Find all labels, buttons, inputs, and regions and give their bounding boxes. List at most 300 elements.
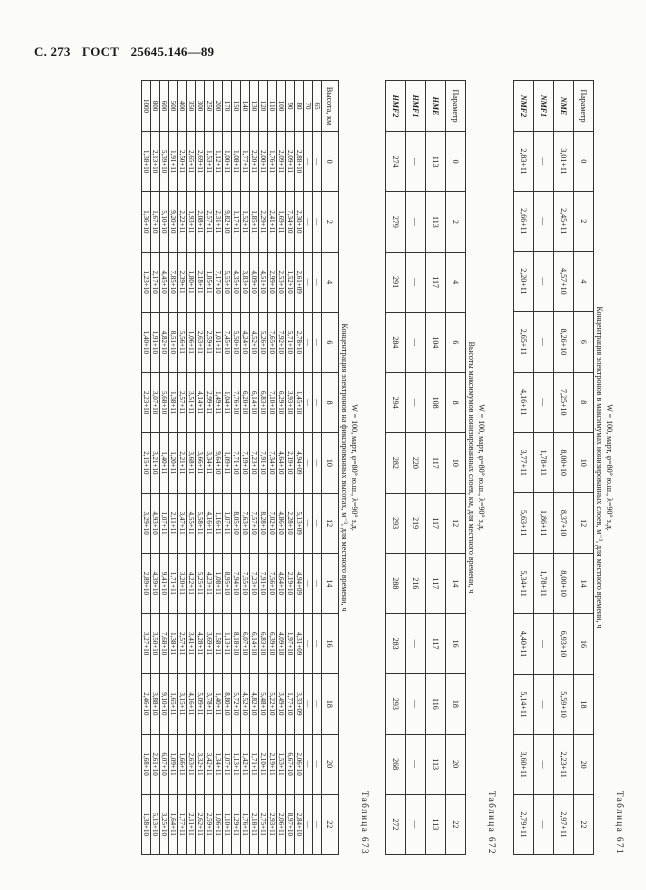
- value-cell: 2,59+11: [205, 794, 214, 854]
- value-cell: 1,08+11: [232, 132, 241, 192]
- hour-header: 14: [322, 553, 339, 613]
- value-cell: 8,28+10: [259, 493, 268, 553]
- value-cell: 1,20+11: [169, 433, 178, 493]
- value-cell: 5,13+10: [151, 794, 160, 854]
- value-cell: 2,06+10: [295, 734, 304, 794]
- value-cell: —: [313, 312, 322, 372]
- value-cell: —: [304, 132, 313, 192]
- height-cell: 120: [259, 81, 268, 132]
- hour-header: 2: [574, 191, 594, 251]
- value-cell: 4,09+10: [250, 252, 259, 312]
- value-cell: 3,93+10: [286, 373, 295, 433]
- value-cell: 4,45+10: [160, 252, 169, 312]
- value-cell: 1,17+11: [232, 192, 241, 252]
- hour-header: 16: [574, 614, 594, 674]
- value-cell: —: [304, 794, 313, 854]
- value-cell: 2,30+10: [295, 192, 304, 252]
- value-cell: 7,85+10: [169, 252, 178, 312]
- table-row: [187, 81, 196, 855]
- value-cell: 1,65+11: [169, 674, 178, 734]
- value-cell: 1,80+11: [187, 252, 196, 312]
- value-cell: 5,71+10: [286, 312, 295, 372]
- table-row: [250, 81, 259, 855]
- table-672-condition: W = 100, март, φ=80° ю.ш., λ=90° з.д.: [477, 404, 486, 531]
- table-671-subtitle: Концентрация электронов в максимумах ионизированных слоев, м⁻³, для местного времени, ч: [595, 306, 604, 629]
- value-cell: 5,25+11: [196, 553, 205, 613]
- value-cell: 117: [426, 252, 446, 312]
- value-cell: 2,78+10: [295, 312, 304, 372]
- hour-header: 10: [574, 433, 594, 493]
- table-672: [385, 80, 466, 855]
- value-cell: —: [313, 734, 322, 794]
- value-cell: 8,37+10: [554, 493, 574, 553]
- value-cell: 9,20+10: [169, 192, 178, 252]
- value-cell: 3,69+11: [205, 614, 214, 674]
- hour-header: 8: [574, 372, 594, 432]
- value-cell: —: [313, 614, 322, 674]
- value-cell: 1,68+10: [142, 734, 151, 794]
- value-cell: 1,36+10: [142, 192, 151, 252]
- value-cell: 104: [426, 312, 446, 372]
- value-cell: 1,58+11: [214, 614, 223, 674]
- value-cell: 1,76+11: [268, 132, 277, 192]
- table-671-header-row: [574, 81, 594, 855]
- hour-header: 14: [446, 553, 466, 613]
- value-cell: 4,64+10: [277, 553, 286, 613]
- value-cell: 4,24+10: [241, 312, 250, 372]
- value-cell: —: [304, 252, 313, 312]
- value-cell: 2,20+11: [250, 132, 259, 192]
- value-cell: —: [313, 433, 322, 493]
- value-cell: 5,72+10: [232, 674, 241, 734]
- hour-header: 6: [322, 312, 339, 372]
- table-673-header-row: [322, 81, 339, 855]
- value-cell: 2,99+11: [205, 373, 214, 433]
- standard-name: ГОСТ: [82, 44, 120, 59]
- height-cell: 65: [313, 81, 322, 132]
- value-cell: 3,25+10: [160, 794, 169, 854]
- value-cell: 293: [386, 493, 406, 553]
- height-cell: 200: [214, 81, 223, 132]
- value-cell: 1,23+10: [142, 252, 151, 312]
- value-cell: 4,16+11: [514, 372, 534, 432]
- param-name-cell: HME: [426, 81, 446, 132]
- value-cell: 2,08+11: [196, 192, 205, 252]
- hour-header: 4: [322, 252, 339, 312]
- value-cell: 8,80+10: [223, 674, 232, 734]
- height-cell: 600: [160, 81, 169, 132]
- value-cell: 2,65+11: [514, 312, 534, 372]
- hour-header: 22: [446, 794, 466, 854]
- value-cell: 1,64+11: [169, 794, 178, 854]
- value-cell: —: [304, 433, 313, 493]
- value-cell: 1,38+10: [142, 794, 151, 854]
- value-cell: 4,14+11: [196, 373, 205, 433]
- value-cell: —: [313, 493, 322, 553]
- value-cell: 7,34+10: [286, 192, 295, 252]
- value-cell: 1,06+11: [214, 794, 223, 854]
- value-cell: 1,07+11: [223, 493, 232, 553]
- value-cell: 1,91+11: [169, 132, 178, 192]
- value-cell: 1,40+11: [160, 433, 169, 493]
- value-cell: 2,93+11: [268, 794, 277, 854]
- value-cell: 3,77+11: [514, 433, 534, 493]
- value-cell: 1,16+11: [214, 493, 223, 553]
- value-cell: 1,69+11: [277, 192, 286, 252]
- param-name-cell: NMF2: [514, 81, 534, 132]
- table-row: [534, 81, 554, 855]
- hour-header: 6: [574, 312, 594, 372]
- value-cell: 2,89+10: [142, 553, 151, 613]
- value-cell: 4,09+10: [277, 614, 286, 674]
- table-671-block: [513, 80, 626, 855]
- value-cell: 4,57+10: [554, 251, 574, 311]
- value-cell: 113: [426, 734, 446, 794]
- value-cell: 113: [426, 132, 446, 192]
- value-cell: —: [313, 373, 322, 433]
- value-cell: —: [534, 191, 554, 251]
- table-673-block: [141, 80, 371, 855]
- value-cell: 7,91+10: [259, 433, 268, 493]
- value-cell: 1,76+11: [241, 794, 250, 854]
- value-cell: 2,41+11: [268, 192, 277, 252]
- value-cell: 1,40+11: [214, 674, 223, 734]
- height-cell: 130: [250, 81, 259, 132]
- value-cell: 117: [426, 433, 446, 493]
- value-cell: 2,61+09: [295, 252, 304, 312]
- value-cell: 8,97+10: [286, 794, 295, 854]
- value-cell: —: [304, 192, 313, 252]
- hour-header: 4: [574, 251, 594, 311]
- value-cell: 293: [386, 674, 406, 734]
- value-cell: 1,42+11: [241, 734, 250, 794]
- value-cell: 2,11+11: [187, 794, 196, 854]
- value-cell: 7,34+10: [268, 433, 277, 493]
- value-cell: 272: [386, 794, 406, 854]
- value-cell: 5,26+10: [259, 312, 268, 372]
- value-cell: 1,78+11: [534, 433, 554, 493]
- value-cell: 4,39+10: [151, 553, 160, 613]
- value-cell: —: [313, 252, 322, 312]
- value-cell: 7,56+10: [268, 553, 277, 613]
- hour-header: 18: [446, 674, 466, 734]
- value-cell: —: [534, 614, 554, 674]
- value-cell: 4,16+11: [187, 674, 196, 734]
- value-cell: 4,31+09: [295, 614, 304, 674]
- table-673-label: Таблица 673: [360, 791, 370, 855]
- value-cell: —: [406, 252, 426, 312]
- value-cell: 294: [386, 373, 406, 433]
- hour-header: 12: [574, 493, 594, 553]
- value-cell: —: [534, 251, 554, 311]
- value-cell: 1,13+11: [223, 614, 232, 674]
- value-cell: 2,63+11: [187, 734, 196, 794]
- value-cell: 1,01+11: [214, 312, 223, 372]
- value-cell: 288: [386, 553, 406, 613]
- hour-header: 20: [574, 735, 594, 795]
- value-cell: 1,78+11: [534, 553, 554, 613]
- table-673-subtitle: Концентрация электронов на фиксированных высотах, м⁻³, для местного времени, ч: [340, 323, 349, 612]
- value-cell: 108: [426, 373, 446, 433]
- value-cell: 117: [426, 553, 446, 613]
- value-cell: 117: [426, 493, 446, 553]
- value-cell: 2,28+10: [286, 493, 295, 553]
- value-cell: 3,66+11: [196, 433, 205, 493]
- height-cell: 70: [304, 81, 313, 132]
- value-cell: 1,09+11: [169, 734, 178, 794]
- value-cell: 6,14+10: [250, 373, 259, 433]
- table-row: [406, 81, 426, 855]
- value-cell: 7,10+10: [268, 373, 277, 433]
- height-cell: 100: [277, 81, 286, 132]
- value-cell: 1,29+11: [232, 794, 241, 854]
- table-row: [214, 81, 223, 855]
- value-cell: 5,56+11: [178, 312, 187, 372]
- value-cell: —: [406, 132, 426, 192]
- hour-header: 10: [446, 433, 466, 493]
- value-cell: 1,97+10: [286, 614, 295, 674]
- value-cell: 4,94+09: [295, 433, 304, 493]
- value-cell: 291: [386, 252, 406, 312]
- value-cell: 2,53+10: [277, 252, 286, 312]
- hour-header: 14: [574, 553, 594, 613]
- value-cell: 4,52+10: [250, 312, 259, 372]
- value-cell: —: [406, 674, 426, 734]
- value-cell: 6,83+10: [259, 614, 268, 674]
- value-cell: 5,50+10: [232, 312, 241, 372]
- value-cell: 6,29+10: [277, 373, 286, 433]
- value-cell: 1,38+10: [142, 132, 151, 192]
- value-cell: 3,27+10: [142, 614, 151, 674]
- value-cell: 1,67+10: [151, 192, 160, 252]
- value-cell: 4,64+10: [277, 433, 286, 493]
- value-cell: 7,55+10: [241, 553, 250, 613]
- value-cell: 4,86+10: [277, 493, 286, 553]
- value-cell: 1,07+11: [160, 493, 169, 553]
- value-cell: 5,58+11: [196, 493, 205, 553]
- value-cell: 117: [426, 614, 446, 674]
- value-cell: 2,50+11: [178, 132, 187, 192]
- hour-header: 18: [322, 674, 339, 734]
- value-cell: 3,51+11: [187, 373, 196, 433]
- value-cell: 1,49+11: [214, 373, 223, 433]
- value-cell: 116: [426, 674, 446, 734]
- table-row: [169, 81, 178, 855]
- value-cell: 5,55+10: [223, 252, 232, 312]
- value-cell: 8,95+10: [223, 553, 232, 613]
- value-cell: 8,00+10: [554, 433, 574, 493]
- value-cell: 5,59+10: [554, 674, 574, 734]
- value-cell: 2,99+10: [268, 252, 277, 312]
- height-cell: 300: [196, 81, 205, 132]
- value-cell: —: [534, 735, 554, 795]
- value-cell: 2,57+11: [205, 192, 214, 252]
- table-row: [426, 81, 446, 855]
- value-cell: —: [534, 132, 554, 192]
- height-cell: 1000: [142, 81, 151, 132]
- param-header: Параметр: [574, 81, 594, 132]
- height-cell: 500: [169, 81, 178, 132]
- value-cell: 7,19+10: [241, 433, 250, 493]
- value-cell: 113: [426, 192, 446, 252]
- value-cell: 6,14+10: [250, 614, 259, 674]
- table-672-block: [385, 80, 498, 855]
- height-cell: 150: [232, 81, 241, 132]
- value-cell: 2,23+11: [554, 735, 574, 795]
- value-cell: 8,26+10: [554, 312, 574, 372]
- value-cell: 2,00+11: [259, 132, 268, 192]
- value-cell: 5,63+11: [514, 493, 534, 553]
- value-cell: —: [313, 553, 322, 613]
- table-row: [313, 81, 322, 855]
- value-cell: 1,12+11: [214, 132, 223, 192]
- value-cell: 1,10+11: [223, 794, 232, 854]
- value-cell: 9,64+10: [214, 433, 223, 493]
- value-cell: 2,20+11: [514, 251, 534, 311]
- value-cell: 1,71+11: [250, 734, 259, 794]
- value-cell: 1,04+11: [223, 373, 232, 433]
- value-cell: 2,06+11: [277, 794, 286, 854]
- hour-header: 16: [322, 614, 339, 674]
- table-row: [386, 81, 406, 855]
- value-cell: 4,82+10: [160, 312, 169, 372]
- value-cell: 1,34+11: [214, 734, 223, 794]
- table-671-condition: W = 100, март, φ=80° ю.ш., λ=90° з.д.: [605, 404, 614, 531]
- value-cell: —: [304, 674, 313, 734]
- value-cell: 1,08+11: [214, 553, 223, 613]
- value-cell: 2,61+10: [151, 734, 160, 794]
- value-cell: 7,65+10: [268, 312, 277, 372]
- height-cell: 350: [187, 81, 196, 132]
- table-row: [160, 81, 169, 855]
- value-cell: 2,19+10: [286, 433, 295, 493]
- value-cell: 1,52+11: [241, 192, 250, 252]
- value-cell: 4,16+11: [205, 493, 214, 553]
- value-cell: 5,39+10: [160, 132, 169, 192]
- value-cell: —: [313, 674, 322, 734]
- height-cell: 170: [223, 81, 232, 132]
- value-cell: 2,66+11: [514, 191, 534, 251]
- value-cell: —: [534, 312, 554, 372]
- value-cell: 9,10+10: [160, 674, 169, 734]
- table-row: [514, 81, 534, 855]
- value-cell: 3,15+11: [178, 674, 187, 734]
- table-672-subtitle: Высоты максимумов ионизированных слоев, км, для местного времени, ч: [467, 341, 476, 594]
- value-cell: 113: [426, 794, 446, 854]
- value-cell: 1,13+11: [232, 734, 241, 794]
- value-cell: —: [304, 614, 313, 674]
- height-cell: 800: [151, 81, 160, 132]
- table-673: [141, 80, 339, 855]
- value-cell: 3,29+10: [142, 493, 151, 553]
- value-cell: 1,93+11: [187, 192, 196, 252]
- table-671-label: Таблица 671: [615, 791, 625, 855]
- value-cell: 5,14+11: [514, 674, 534, 734]
- value-cell: 2,09+11: [277, 132, 286, 192]
- value-cell: 1,40+10: [142, 312, 151, 372]
- value-cell: —: [313, 132, 322, 192]
- value-cell: 4,35+10: [232, 252, 241, 312]
- hour-header: 6: [446, 312, 466, 372]
- param-name-cell: HMF2: [386, 81, 406, 132]
- value-cell: 5,68+10: [160, 373, 169, 433]
- value-cell: —: [406, 192, 426, 252]
- value-cell: 2,10+11: [259, 734, 268, 794]
- height-header: Высота, км: [322, 81, 339, 132]
- hour-header: 2: [322, 192, 339, 252]
- value-cell: 9,82+10: [223, 192, 232, 252]
- table-row: [178, 81, 187, 855]
- value-cell: 1,71+11: [169, 553, 178, 613]
- value-cell: 274: [386, 132, 406, 192]
- value-cell: 4,23+11: [205, 553, 214, 613]
- value-cell: —: [534, 372, 554, 432]
- value-cell: 5,22+10: [268, 674, 277, 734]
- value-cell: 3,41+11: [187, 614, 196, 674]
- hour-header: 8: [322, 373, 339, 433]
- value-cell: 7,68+10: [160, 614, 169, 674]
- value-cell: 1,45+10: [295, 373, 304, 433]
- value-cell: 4,94+09: [295, 553, 304, 613]
- value-cell: 1,86+11: [534, 493, 554, 553]
- value-cell: 3,01+11: [554, 132, 574, 192]
- value-cell: 2,29+11: [259, 192, 268, 252]
- value-cell: —: [534, 795, 554, 855]
- table-row: [196, 81, 205, 855]
- value-cell: 8,18+10: [232, 614, 241, 674]
- value-cell: 3,49+10: [277, 674, 286, 734]
- value-cell: 7,94+10: [232, 553, 241, 613]
- value-cell: 6,83+10: [259, 373, 268, 433]
- value-cell: 2,21+11: [178, 433, 187, 493]
- value-cell: 3,32+11: [196, 734, 205, 794]
- value-cell: 3,78+11: [205, 674, 214, 734]
- value-cell: —: [304, 553, 313, 613]
- value-cell: 2,19+11: [268, 734, 277, 794]
- value-cell: 7,23+10: [250, 553, 259, 613]
- value-cell: 2,79+11: [514, 795, 534, 855]
- value-cell: 5,10+10: [160, 192, 169, 252]
- value-cell: 3,83+10: [241, 252, 250, 312]
- value-cell: 1,85+11: [250, 192, 259, 252]
- value-cell: 1,91+10: [151, 312, 160, 372]
- value-cell: 1,38+11: [169, 614, 178, 674]
- value-cell: 8,05+10: [232, 493, 241, 553]
- table-row: [304, 81, 313, 855]
- hour-header: 10: [322, 433, 339, 493]
- value-cell: 1,66+11: [178, 734, 187, 794]
- table-row: [142, 81, 151, 855]
- value-cell: 3,60+11: [514, 735, 534, 795]
- value-cell: 2,62+11: [196, 794, 205, 854]
- value-cell: —: [313, 192, 322, 252]
- value-cell: 3,42+11: [205, 734, 214, 794]
- value-cell: 7,45+10: [223, 312, 232, 372]
- value-cell: 3,34+11: [205, 433, 214, 493]
- value-cell: 2,97+11: [554, 795, 574, 855]
- hour-header: 4: [446, 252, 466, 312]
- value-cell: 6,93+10: [554, 614, 574, 674]
- value-cell: 2,19+10: [286, 553, 295, 613]
- value-cell: 5,34+11: [514, 553, 534, 613]
- value-cell: 2,57+11: [178, 373, 187, 433]
- value-cell: 2,18+11: [196, 252, 205, 312]
- table-row: [223, 81, 232, 855]
- table-row: [151, 81, 160, 855]
- value-cell: 7,23+10: [250, 433, 259, 493]
- value-cell: 4,82+10: [250, 674, 259, 734]
- value-cell: 4,40+11: [514, 614, 534, 674]
